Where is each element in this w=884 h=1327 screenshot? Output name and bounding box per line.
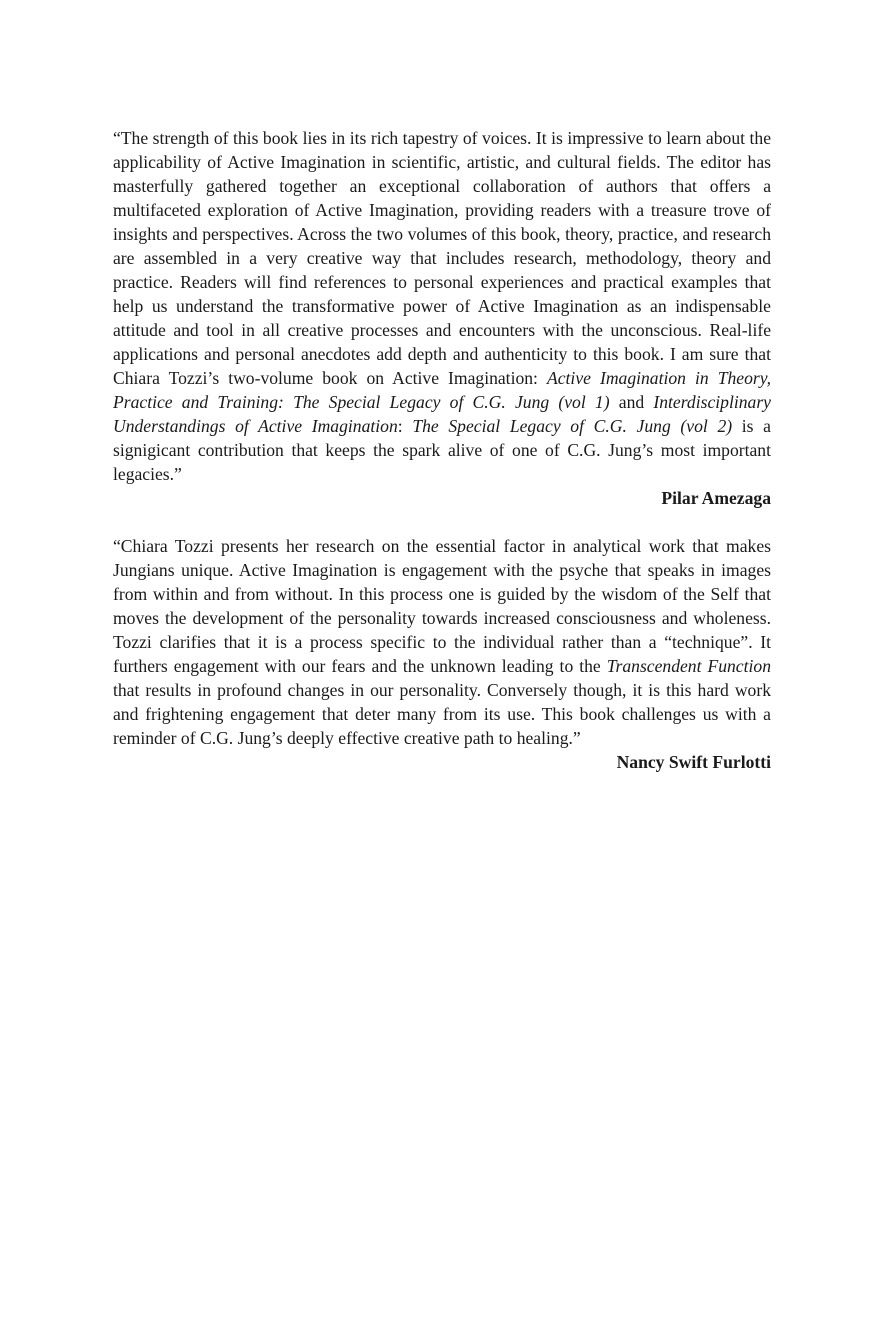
quote-text: : (397, 416, 413, 436)
quote-text: “The strength of this book lies in its rich tapestry of voices. It is impressive to learn about the applicability of Active Imagination in scientific, artistic, and cultural fields. The editor has masterfully gathered together an exceptional collaboration of authors that offers a multifaceted exploration of Active Imagination, providing readers with a treasure trove of insights and perspectives. Across the two volumes of this book, theory, practice, and research are assembled in a very creative way that includes research, methodology, theory and practice. Readers will find references to personal experiences and practical examples that help us understand the transformative power of Active Imagination as an indispensable attitude and tool in all creative processes and encounters with the unconscious. Real-life applications and personal anecdotes add depth and authenticity to this book. I am sure that Chiara Tozzi’s two-volume book on Active Imagination: (113, 128, 771, 388)
book-subtitle-vol-2: The Special Legacy of C.G. Jung (vol 2) (412, 416, 733, 436)
endorsement-author: Nancy Swift Furlotti (616, 752, 771, 772)
quote-text: “Chiara Tozzi presents her research on the essential factor in analytical work that makes Jungians unique. Active Imagination is engagement with the psyche that speaks in images from within and from without. In this process one is guided by the wisdom of the Self that moves the development of the personality towards increased consciousness and wholeness. Tozzi clarifies that it is a process specific to the individual rather than a “technique”. It furthers engagement with our fears and the unknown leading to the (113, 536, 771, 676)
endorsements-section (113, 126, 771, 774)
endorsement-quote (113, 126, 771, 486)
endorsement-nancy-swift-furlotti (113, 534, 771, 774)
quote-text: that results in profound changes in our personality. Conversely though, it is this hard work and frightening engagement that deter many from its use. This book challenges us with a reminder of C.G. Jung’s deeply effective creative path to healing.” (113, 680, 771, 748)
endorsement-quote (113, 534, 771, 750)
endorsement-pilar-amezaga (113, 126, 771, 510)
quote-text: is a signigicant contribution that keeps the spark alive of one of C.G. Jung’s most important legacies.” (113, 416, 771, 484)
book-title-vol-1: Active Imagination in Theory, Practice and Training: The Special Legacy of C.G. Jung (vol 1) (113, 368, 771, 412)
book-title-vol-2: Interdisciplinary Understandings of Active Imagination (113, 392, 771, 436)
endorsement-author: Pilar Amezaga (661, 488, 771, 508)
quote-text: and (609, 392, 654, 412)
italic-term: Transcendent Function (606, 656, 771, 676)
